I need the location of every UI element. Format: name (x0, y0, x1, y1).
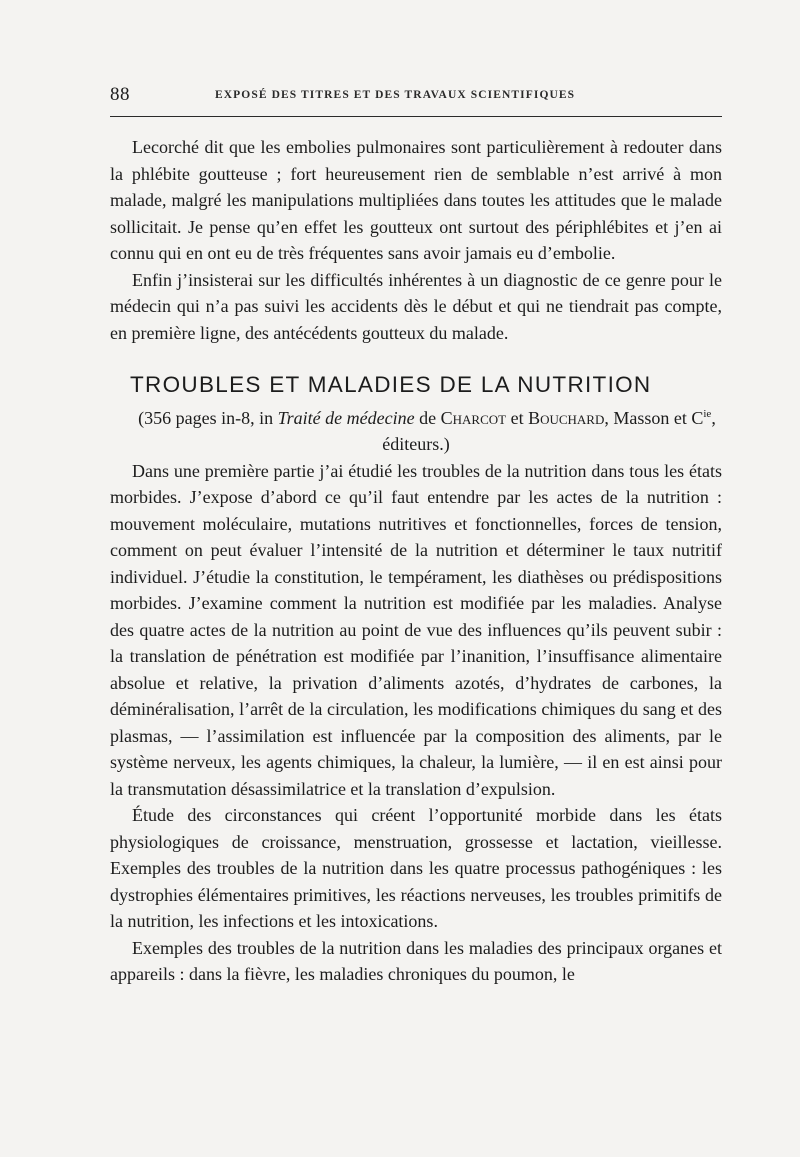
paragraph-premiere-partie: Dans une première partie j’ai étudié les troubles de la nutrition dans tous les états morbides. J’expose d’abord ce qu’il faut entendre par les actes de la nutrition : mouvement moléculaire, mutations nutritives et fonctionnelles, forces de tension, comment on peut évaluer l’intensité de la nutrition et déterminer le taux nutritif individuel. J’étudie la constitution, le tempérament, les diathèses ou prédispositions morbides. J’examine comment la nutrition est modifiée par les maladies. Analyse des quatre actes de la nutrition au point de vue des influences qu’ils peuvent subir : la translation de pénétration est modifiée par l’inanition, l’insuffisance alimentaire absolue et relative, la privation d’aliments azotés, d’hydrates de carbones, la déminéralisation, l’arrêt de la circulation, les modifications chimiques du sang et des plasmas, — l’assimilation est influencée par la composition des aliments, par le système nerveux, les agents chimiques, la chaleur, la lumière, — il en est ainsi pour la transmutation désassimilatrice et la translation d’expulsion. (110, 460, 722, 799)
paragraph-embolies: Lecorché dit que les embolies pulmonaires sont particulièrement à redouter dans la phlébite goutteuse ; fort heureusement rien de semblable n’est arrivé à mon malade, malgré les manipulations multipliées dans toutes les attitudes que le malade sollicitait. Je pense qu’en effet les goutteux ont surtout des périphlébites et j’en ai connu qui en ont eu de très fréquentes sans avoir jamais eu d’embolie. (110, 137, 722, 263)
reference-prefix: (356 pages in-8, in (138, 407, 278, 428)
reference-middle: de (414, 407, 441, 428)
running-head: EXPOSÉ DES TITRES ET DES TRAVAUX SCIENTIFIQUES (215, 89, 576, 101)
reference-publisher-end: , éditeurs.) (382, 407, 716, 454)
paragraph-diagnostic: Enfin j’insisterai sur les difficultés inhérentes à un diagnostic de ce genre pour le médecin qui n’a pas suivi les accidents dès le début et qui ne tiendrait pas compte, en première ligne, des antécédents goutteux du malade. (110, 269, 722, 343)
page-header (110, 80, 722, 117)
reference-author-bouchard: Bouchard (528, 407, 605, 428)
reference-publisher-sup: ie (703, 407, 712, 420)
paragraph-exemples-organes: Exemples des troubles de la nutrition dans les maladies des principaux organes et appareils : dans la fièvre, les maladies chroniques du poumon, le (110, 937, 722, 984)
reference-publisher: , Masson et C (604, 407, 704, 428)
page-number: 88 (110, 84, 130, 105)
reference-author-charcot: Charcot (440, 407, 507, 428)
section-reference (110, 401, 722, 458)
reference-work-title: Traité de médecine (277, 407, 415, 428)
section-title: TROUBLES ET MALADIES DE LA NUTRITION (130, 372, 652, 397)
paragraph-etude-circonstances: Étude des circonstances qui créent l’opportunité morbide dans les états physiologiques de croissance, menstruation, grossesse et lactation, vieillesse. Exemples des troubles de la nutrition dans les quatre processus pathogéniques : les dystrophies élémentaires primitives, les réactions nerveuses, les troubles primitifs de la nutrition, les infections et les intoxications. (110, 805, 722, 931)
body-text (110, 134, 722, 988)
reference-and: et (506, 407, 529, 428)
